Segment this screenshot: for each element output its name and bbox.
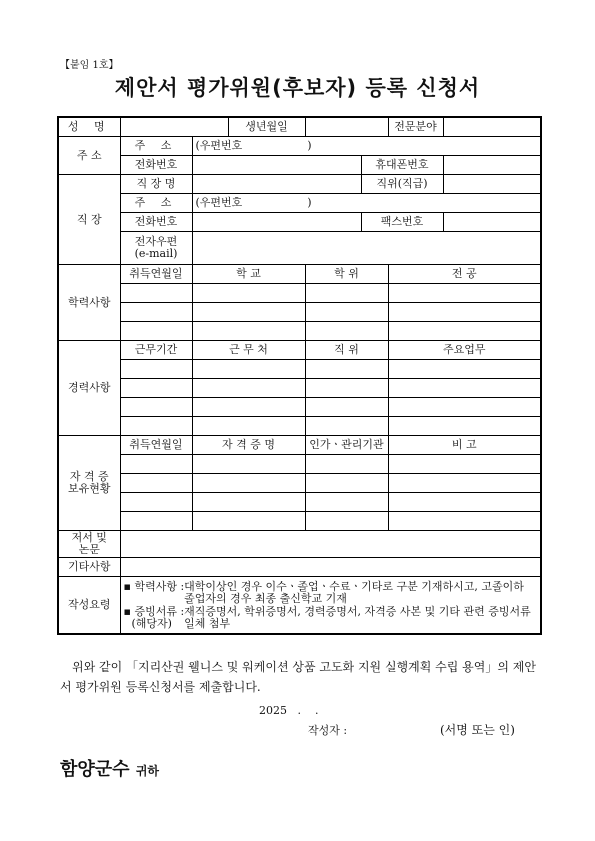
page-title: 제안서 평가위원(후보자) 등록 신청서 <box>114 76 481 100</box>
other-label: 기타사항 <box>58 558 120 577</box>
career-header-position: 직 위 <box>305 341 388 360</box>
field-label: 전문분야 <box>388 117 443 137</box>
cert-row <box>58 474 541 493</box>
guide-content <box>120 577 541 635</box>
fax-label: 팩스번호 <box>361 213 443 232</box>
declaration-text: 위와 같이 「지리산권 웰니스 및 워케이션 상품 고도화 지원 실행계획 수립 용역」의 제안서 평가위원 등록신청서를 제출합니다. <box>60 660 536 694</box>
birth-label: 생년월일 <box>228 117 305 137</box>
books-field[interactable] <box>120 531 541 558</box>
guide-item-documents: ▪ 증빙서류 : (해당자) 재직증명서, 학위증명서, 경력증명서, 자격증 사본 및 기타 관련 증빙서류 일체 첨부 <box>123 604 531 630</box>
career-row <box>58 379 541 398</box>
career-row <box>58 398 541 417</box>
career-header-period: 근무기간 <box>120 341 192 360</box>
name-row <box>58 117 541 137</box>
field-field[interactable] <box>443 117 541 137</box>
edu-header-date: 취득연월일 <box>120 265 192 284</box>
addressee: 함양군수 귀하 <box>60 759 160 780</box>
address-label: 주 소 <box>120 137 192 156</box>
phone-field[interactable] <box>192 156 361 175</box>
date-line: 2025 . . <box>259 704 319 717</box>
signature-mark: (서명 또는 인) <box>440 723 515 737</box>
birth-field[interactable] <box>305 117 388 137</box>
email-label: 전자우편 (e-mail) <box>120 232 192 265</box>
attachment-label: 【붙임 1호】 <box>60 60 119 71</box>
cert-header-authority: 인가ㆍ관리기관 <box>305 436 388 455</box>
books-label: 저서 및 논문 <box>58 531 120 558</box>
mobile-field[interactable] <box>443 156 541 175</box>
career-row <box>58 360 541 379</box>
edu-header-degree: 학 위 <box>305 265 388 284</box>
work-postal-suffix: ) <box>307 196 312 209</box>
postal-prefix: (우편번호 <box>195 139 243 152</box>
work-address-label: 주 소 <box>120 194 192 213</box>
fax-field[interactable] <box>443 213 541 232</box>
work-group-label: 직 장 <box>58 175 120 265</box>
cert-row <box>58 493 541 512</box>
cert-row <box>58 512 541 531</box>
career-group-label: 경력사항 <box>58 341 120 436</box>
position-field[interactable] <box>443 175 541 194</box>
work-phone-label: 전화번호 <box>120 213 192 232</box>
name-label: 성 명 <box>58 117 120 137</box>
work-postal-prefix: (우편번호 <box>195 196 243 209</box>
cert-header-date: 취득연월일 <box>120 436 192 455</box>
registration-form <box>57 116 542 635</box>
work-address-field[interactable] <box>192 194 541 213</box>
work-phone-field[interactable] <box>192 213 361 232</box>
work-name-label: 직 장 명 <box>120 175 192 194</box>
edu-header-school: 학 교 <box>192 265 305 284</box>
cert-row <box>58 455 541 474</box>
work-name-field[interactable] <box>192 175 361 194</box>
cert-group-label: 자 격 증 보유현황 <box>58 436 120 531</box>
edu-row <box>58 284 541 303</box>
phone-label: 전화번호 <box>120 156 192 175</box>
education-group-label: 학력사항 <box>58 265 120 341</box>
address-field[interactable] <box>192 137 541 156</box>
guide-item-education: ▪ 학력사항 : 대학이상인 경우 이수ㆍ졸업ㆍ수료ㆍ기타로 구분 기재하시고, 고졸이하 졸업자의 경우 최종 출신학교 기재 <box>123 579 524 605</box>
career-header-employer: 근 무 처 <box>192 341 305 360</box>
cert-header-name: 자 격 증 명 <box>192 436 305 455</box>
career-header-duty: 주요업무 <box>388 341 541 360</box>
mobile-label: 휴대폰번호 <box>361 156 443 175</box>
other-field[interactable] <box>120 558 541 577</box>
edu-row <box>58 303 541 322</box>
career-row <box>58 417 541 436</box>
name-field[interactable] <box>120 117 228 137</box>
cert-header-note: 비 고 <box>388 436 541 455</box>
address-group-label: 주 소 <box>58 137 120 175</box>
edu-header-major: 전 공 <box>388 265 541 284</box>
edu-row <box>58 322 541 341</box>
postal-suffix: ) <box>307 139 312 152</box>
email-field[interactable] <box>192 232 541 265</box>
guide-label: 작성요령 <box>58 577 120 635</box>
signer-label: 작성자 : <box>308 724 348 737</box>
position-label: 직위(직급) <box>361 175 443 194</box>
